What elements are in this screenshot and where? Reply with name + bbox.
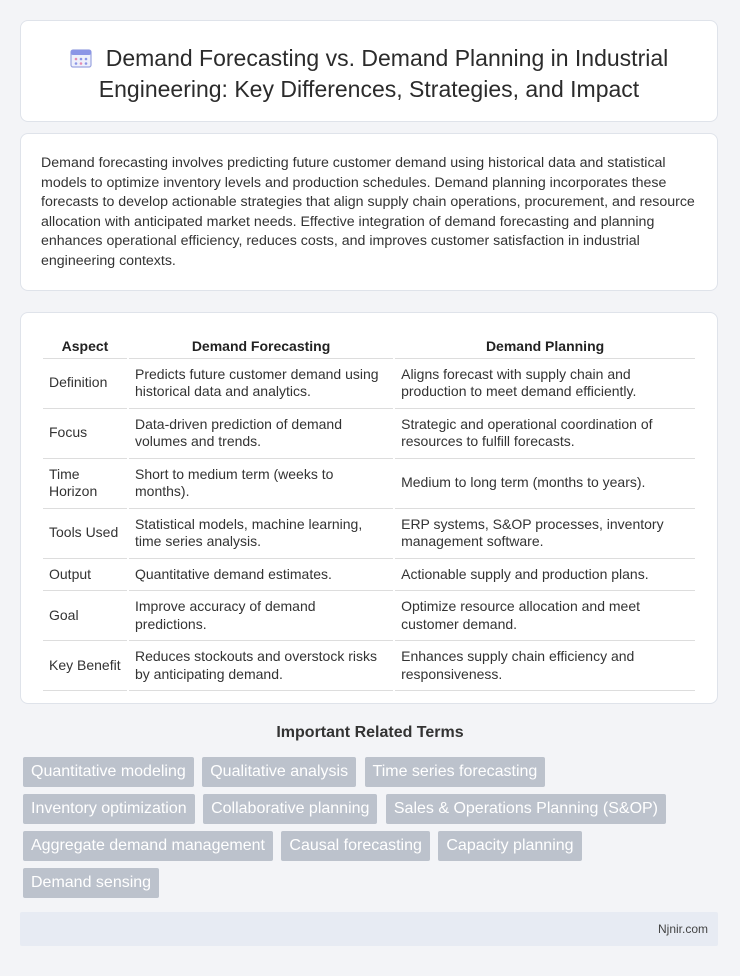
aspect-cell: Key Benefit bbox=[43, 641, 127, 691]
table-row bbox=[43, 509, 695, 559]
comparison-card bbox=[20, 312, 718, 704]
planning-cell: Optimize resource allocation and meet customer demand. bbox=[395, 591, 695, 641]
comparison-table bbox=[41, 332, 697, 691]
forecasting-cell: Short to medium term (weeks to months). bbox=[129, 459, 393, 509]
related-term-tag[interactable]: Capacity planning bbox=[438, 831, 581, 861]
footer bbox=[20, 912, 718, 946]
page-title bbox=[21, 21, 717, 105]
planning-cell: Aligns forecast with supply chain and production to meet demand efficiently. bbox=[395, 359, 695, 409]
related-term-tag[interactable]: Aggregate demand management bbox=[23, 831, 273, 861]
forecasting-cell: Statistical models, machine learning, time series analysis. bbox=[129, 509, 393, 559]
related-term-tag[interactable]: Demand sensing bbox=[23, 868, 159, 898]
forecasting-cell: Improve accuracy of demand predictions. bbox=[129, 591, 393, 641]
table-row bbox=[43, 591, 695, 641]
header-forecasting: Demand Forecasting bbox=[129, 332, 393, 359]
calendar-icon bbox=[70, 48, 92, 68]
forecasting-cell: Quantitative demand estimates. bbox=[129, 559, 393, 592]
title-card bbox=[20, 20, 718, 122]
aspect-cell: Focus bbox=[43, 409, 127, 459]
footer-site-link[interactable]: Njnir.com bbox=[657, 922, 708, 936]
related-terms-title: Important Related Terms bbox=[276, 724, 464, 741]
table-row bbox=[43, 459, 695, 509]
planning-cell: Enhances supply chain efficiency and responsiveness. bbox=[395, 641, 695, 691]
aspect-cell: Goal bbox=[43, 591, 127, 641]
related-term-tag[interactable]: Sales & Operations Planning (S&OP) bbox=[386, 794, 666, 824]
related-term-tag[interactable]: Causal forecasting bbox=[281, 831, 430, 861]
intro-card bbox=[20, 133, 718, 291]
planning-cell: Actionable supply and production plans. bbox=[395, 559, 695, 592]
forecasting-cell: Reduces stockouts and overstock risks by anticipating demand. bbox=[129, 641, 393, 691]
related-term-tag[interactable]: Quantitative modeling bbox=[23, 757, 194, 787]
aspect-cell: Definition bbox=[43, 359, 127, 409]
forecasting-cell: Predicts future customer demand using historical data and analytics. bbox=[129, 359, 393, 409]
planning-cell: Strategic and operational coordination of resources to fulfill forecasts. bbox=[395, 409, 695, 459]
table-row bbox=[43, 359, 695, 409]
aspect-cell: Tools Used bbox=[43, 509, 127, 559]
table-row bbox=[43, 409, 695, 459]
table-header-row bbox=[43, 332, 695, 359]
planning-cell: Medium to long term (months to years). bbox=[395, 459, 695, 509]
planning-cell: ERP systems, S&OP processes, inventory management software. bbox=[395, 509, 695, 559]
aspect-cell: Output bbox=[43, 559, 127, 592]
related-term-tag[interactable]: Time series forecasting bbox=[365, 757, 546, 787]
related-term-tag[interactable]: Inventory optimization bbox=[23, 794, 195, 824]
forecasting-cell: Data-driven prediction of demand volumes and trends. bbox=[129, 409, 393, 459]
related-terms-list bbox=[23, 757, 723, 905]
table-row bbox=[43, 641, 695, 691]
intro-paragraph: Demand forecasting involves predicting future customer demand using historical data and statistical models to optimize inventory levels and production schedules. Demand planning incorporates these forecasts to develop actionable strategies that align supply chain operations, procurement, and resource allocation with anticipated market needs. Effective integration of demand forecasting and planning enhances operational efficiency, reduces costs, and improves customer satisfaction in industrial engineering contexts. bbox=[41, 155, 695, 269]
header-aspect: Aspect bbox=[43, 332, 127, 359]
related-term-tag[interactable]: Collaborative planning bbox=[203, 794, 377, 824]
title-text: Demand Forecasting vs. Demand Planning in Industrial Engineering: Key Differences, Strategies, and Impact bbox=[98, 45, 669, 102]
aspect-cell: Time Horizon bbox=[43, 459, 127, 509]
header-planning: Demand Planning bbox=[395, 332, 695, 359]
related-term-tag[interactable]: Qualitative analysis bbox=[202, 757, 356, 787]
table-row bbox=[43, 559, 695, 592]
